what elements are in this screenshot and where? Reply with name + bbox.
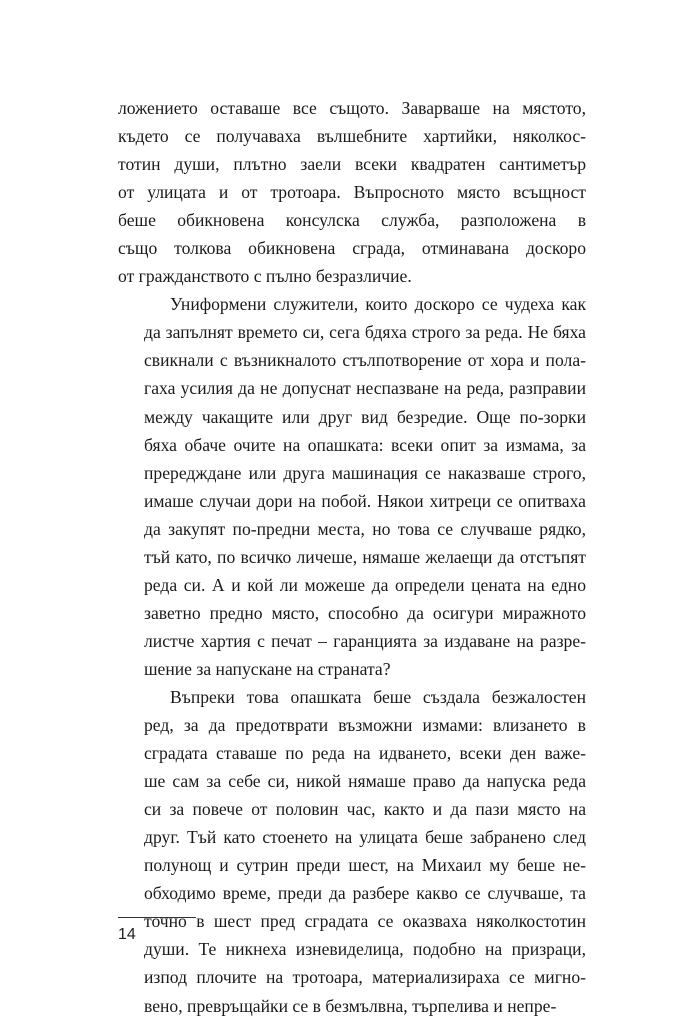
text-line: където се получаваха вълшебните хартийки, няколкос-: [118, 126, 586, 147]
text-line: между чакащите или друг вид безредие. Още по-зорки: [144, 406, 586, 427]
text-line: беше обикновена консулска служба, разположена в: [118, 210, 586, 231]
text-line: да закупят по-предни места, но това се случваше рядко,: [144, 518, 586, 539]
footnote-rule: [118, 917, 196, 918]
text-line: свикнали с възникналото стълпотворение от хора и пола-: [144, 350, 586, 371]
text-line: ше сам за себе си, никой нямаше право да напуска реда: [144, 771, 586, 792]
text-line: гаха усилия да не допуснат неспазване на реда, разправии: [144, 378, 586, 399]
text-line: да запълнят времето си, сега бдяха строго за реда. Не бяха: [144, 322, 586, 343]
text-line: вено, превръщайки се в безмълвна, търпелива и непре-: [144, 995, 557, 1016]
text-line: от гражданството с пълно безразличие.: [118, 266, 412, 287]
text-line: си за повече от половин час, както и да пази място на: [144, 799, 586, 820]
text-line: друг. Тъй като стоенето на улицата беше забранено след: [144, 827, 586, 848]
text-line: имаше случаи дори на побой. Някои хитреци се опитваха: [144, 490, 586, 511]
text-line: прередждане или друга машинация се наказваше строго,: [144, 462, 586, 483]
text-line: тотин души, плътно заели всеки квадратен сантиметър: [118, 154, 586, 175]
text-line: души. Те никнеха изневиделица, подобно на призраци,: [144, 939, 586, 960]
text-line: бяха обаче очите на опашката: всеки опит за измама, за: [144, 434, 586, 455]
text-line: реда си. А и кой ли можеше да определи цената на едно: [144, 574, 586, 595]
text-line: ложението оставаше все същото. Заварваше на мястото,: [118, 98, 586, 118]
text-line: шение за напускане на страната?: [144, 658, 391, 679]
text-line: обходимо време, преди да разбере какво се случваше, та: [144, 883, 586, 904]
text-line: Униформени служители, които доскоро се чудеха как: [170, 294, 586, 315]
text-line: полунощ и сутрин преди шест, на Михаил му беше не-: [144, 855, 586, 876]
paragraph: [118, 683, 586, 1020]
paragraph: [118, 94, 586, 290]
text-line: листче хартия с печат – гаранцията за издаване на разре-: [144, 630, 586, 651]
text-line: също толкова обикновена сграда, отминавана доскоро: [118, 238, 586, 259]
text-line: заветно предно място, способно да осигури миражното: [144, 602, 586, 623]
text-line: изпод плочите на тротоара, материализираха се мигно-: [144, 967, 586, 988]
text-line: Въпреки това опашката беше създала безжалостен: [170, 686, 586, 707]
text-line: ред, за да предотврати възможни измами: влизането в: [144, 715, 586, 736]
page-number: 14: [118, 926, 136, 943]
body-text: [118, 94, 586, 1020]
text-line: от улицата и от тротоара. Въпросното място всъщност: [118, 182, 586, 203]
text-line: сградата ставаше по реда на идването, всеки ден важе-: [144, 743, 586, 764]
text-line: тъй като, по всичко личеше, нямаше желаещи да отстъпят: [144, 546, 586, 567]
text-line: точно в шест пред сградата се оказваха няколкостотин: [144, 911, 586, 932]
paragraph: [118, 290, 586, 683]
